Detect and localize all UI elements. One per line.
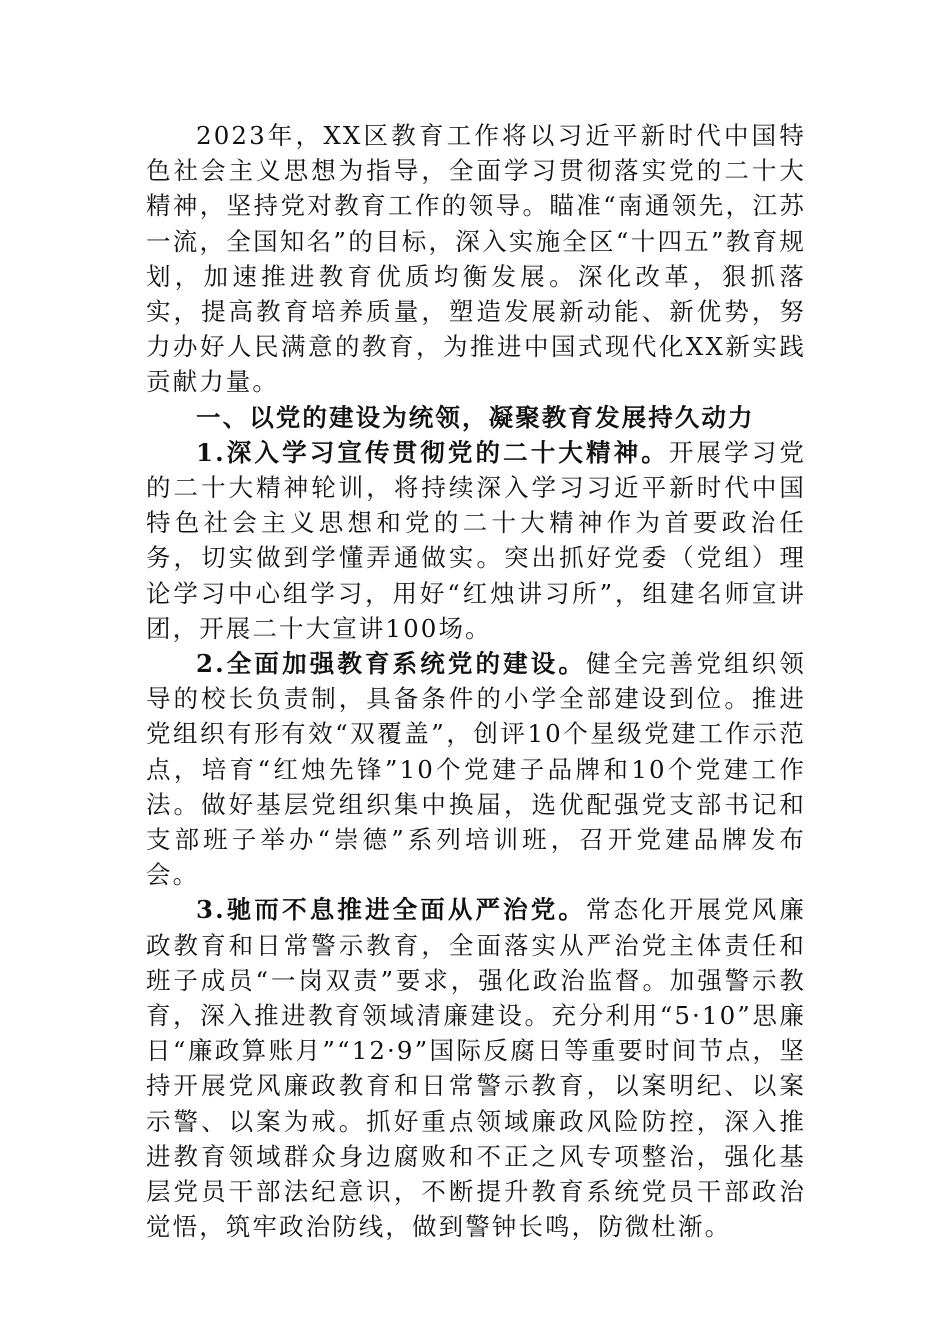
section-heading: 一、以党的建设为统领，凝聚教育发展持久动力 xyxy=(196,402,755,432)
item-paragraph-2 xyxy=(146,646,806,892)
intro-paragraph: 2023年，XX区教育工作将以习近平新时代中国特色社会主义思想为指导，全面学习贯彻落实党的二十大精神，坚持党对教育工作的领导。瞄准“南通领先，江苏一流，全国知名”的目标，深入实施全区“十四五”教育规划，加速推进教育优质均衡发展。深化改革，狠抓落实，提高教育培养质量，塑造发展新动能、新优势，努力办好人民满意的教育，为推进中国式现代化XX新实践贡献力量。 xyxy=(146,121,806,397)
item-body-2: 健全完善党组织领导的校长负责制，具备条件的小学全部建设到位。推进党组织有形有效“双覆盖”，创评10个星级党建工作示范点，培育“红烛先锋”10个党建子品牌和10个党建工作法。做好基层党组织集中换届，选优配强党支部书记和支部班子举办“崇德”系列培训班，召开党建品牌发布会。 xyxy=(146,649,806,890)
item-lead-1: 1.深入学习宣传贯彻党的二十大精神。 xyxy=(196,437,669,467)
item-lead-2: 2.全面加强教育系统党的建设。 xyxy=(196,649,586,679)
item-body-1: 开展学习党的二十大精神轮训，将持续深入学习习近平新时代中国特色社会主义思想和党的二十大精神作为首要政治任务，切实做到学懂弄通做实。突出抓好党委（党组）理论学习中心组学习，用好“红烛讲习所”，组建名师宣讲团，开展二十大宣讲100场。 xyxy=(146,437,807,643)
document-body xyxy=(146,118,806,1245)
item-lead-3: 3.驰而不息推进全面从严治党。 xyxy=(196,895,586,925)
item-body-3: 常态化开展党风廉政教育和日常警示教育，全面落实从严治党主体责任和班子成员“一岗双责”要求，强化政治监督。加强警示教育，深入推进教育领域清廉建设。充分利用“5·10”思廉日“廉政算账月”“12·9”国际反腐日等重要时间节点，坚持开展党风廉政教育和日常警示教育，以案明纪、以案示警、以案为戒。抓好重点领域廉政风险防控，深入推进教育领域群众身边腐败和不正之风专项整治，强化基层党员干部法纪意识，不断提升教育系统党员干部政治觉悟，筑牢政治防线，做到警钟长鸣，防微杜渐。 xyxy=(146,895,806,1242)
item-paragraph-3 xyxy=(146,892,806,1244)
item-paragraph-1 xyxy=(146,435,806,646)
